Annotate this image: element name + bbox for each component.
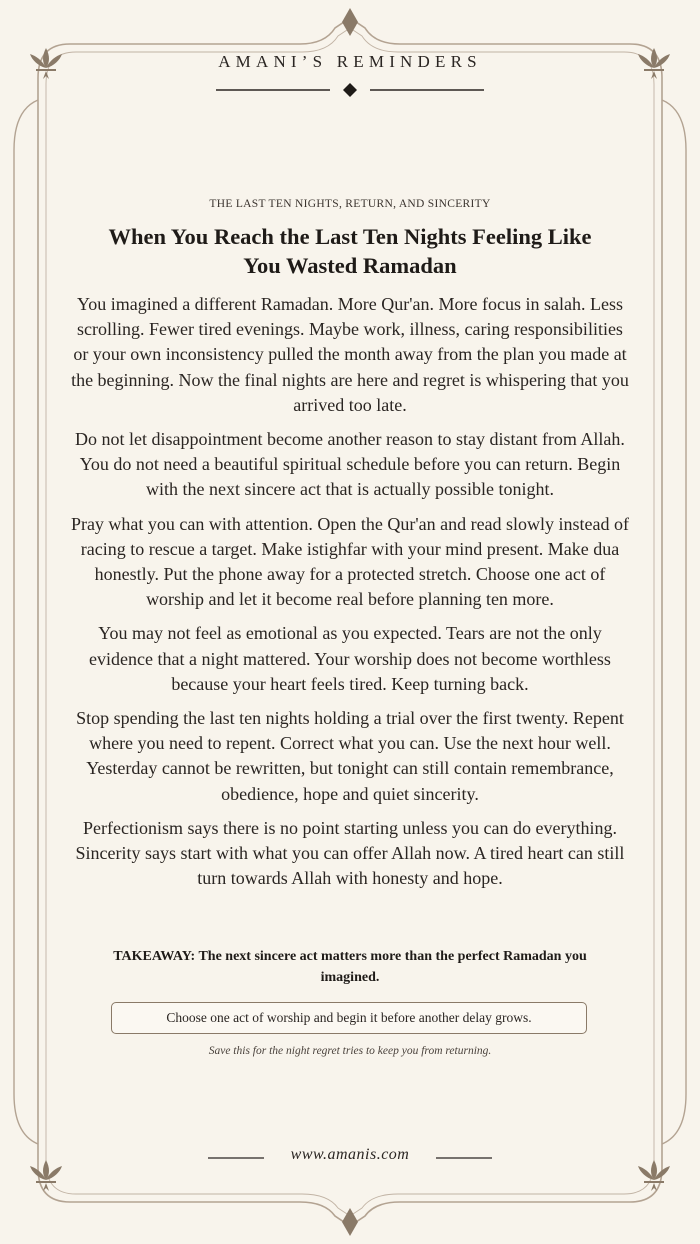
paragraph: Pray what you can with attention. Open the Qur'an and read slowly instead of racing to rescue a target. Make istighfar with your mind present. Make dua honestly. Put the phone away for a protected stretch. Choose one act of worship and let it become real before planning ten more. [70,513,630,610]
takeaway-label: TAKEAWAY: [113,949,196,964]
action-prompt-box: Choose one act of worship and begin it before another delay grows. [111,1002,587,1034]
takeaway [95,946,605,988]
paragraph: You may not feel as emotional as you expected. Tears are not the only evidence that a night mattered. Your worship does not become worthless because your heart feels tired. Keep turning back. [89,623,611,694]
diamond-ornament-icon [343,83,357,97]
article-title: When You Reach the Last Ten Nights Feeling Like You Wasted Ramadan [108,224,592,278]
paragraph: You imagined a different Ramadan. More Qur'an. More focus in salah. Less scrolling. Fewer tired evenings. Maybe work, illness, caring responsibilities or your own inconsistency pulled the month away from the plan you made at the beginning. Now the final nights are here and regret is whispering that you arrived too late. [71,294,629,415]
article-subtitle: THE LAST TEN NIGHTS, RETURN, AND SINCERITY [209,198,491,210]
footer-url[interactable]: www.amanis.com [290,1146,410,1163]
article-body [70,292,630,900]
save-note: Save this for the night regret tries to keep you from returning. [208,1045,492,1057]
paragraph: Stop spending the last ten nights holding a trial over the first twenty. Repent where you need to repent. Correct what you can. Use the next hour well. Yesterday cannot be rewritten, but tonight can still contain remembrance, obedience, hope and quiet sincerity. [76,708,624,804]
takeaway-text: The next sincere act matters more than the perfect Ramadan you imagined. [198,949,587,985]
paragraph: Perfectionism says there is no point starting unless you can do everything. Sincerity says start with what you can offer Allah now. A tired heart can still turn towards Allah with honesty and hope. [75,817,625,889]
brand-divider [0,80,700,100]
paragraph: Do not let disappointment become another reason to stay distant from Allah. You do not need a beautiful spiritual schedule before you can return. Begin with the next sincere act that is actually possible tonight. [75,429,625,500]
brand-title: AMANI’S REMINDERS [218,52,482,71]
